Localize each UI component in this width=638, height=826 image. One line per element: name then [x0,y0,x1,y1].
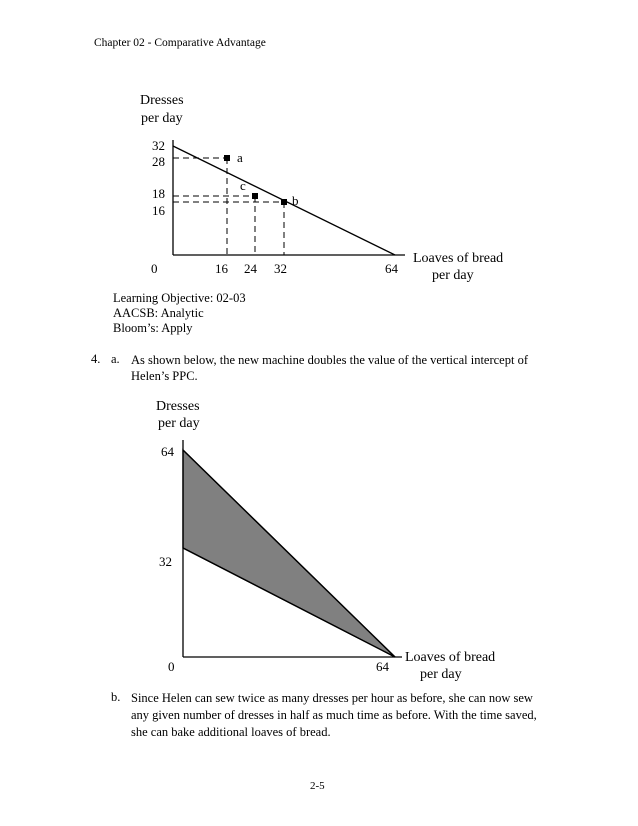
x-tick-24: 24 [244,261,257,276]
y-axis-label-line2: per day [141,111,183,126]
x-axis-label-line1-2: Loaves of bread [405,650,496,665]
question-number: 4. [91,352,101,366]
x-axis-label-line2-2: per day [420,667,462,682]
y-tick-18: 18 [152,186,165,201]
y-tick-64-2: 64 [161,444,174,459]
origin-label: 0 [151,261,158,276]
blooms-tag: Bloom’s: Apply [113,321,193,335]
y-tick-16: 16 [152,203,165,218]
point-b-label: b [292,193,299,208]
part-a-text: As shown below, the new machine doubles the value of the vertical intercept of Helen’s PPC. [131,353,528,383]
part-a-letter: a. [111,352,120,366]
x-tick-64: 64 [385,261,398,276]
x-tick-16: 16 [215,261,228,276]
y-axis-label-line1: Dresses [140,93,184,108]
x-axis-label-line1: Loaves of bread [413,251,504,266]
x-tick-32: 32 [274,261,287,276]
point-c-label: c [240,178,246,193]
aacsb-tag: AACSB: Analytic [113,306,204,320]
y-axis-label-line2-2: per day [158,416,200,431]
y-tick-28: 28 [152,154,165,169]
point-a-label: a [237,150,243,165]
y-axis-label-line1-2: Dresses [156,399,200,414]
part-b-text: Since Helen can sew twice as many dresses per hour as before, she can now sew any given number of dresses in half as much time as before. With the time saved, she can bake additional loaves of bread. [131,691,537,739]
learning-objective: Learning Objective: 02-03 [113,291,246,305]
y-tick-32-2: 32 [159,554,172,569]
page-number: 2-5 [310,780,325,792]
page-header: Chapter 02 - Comparative Advantage [94,37,266,49]
x-tick-64-2: 64 [376,659,389,674]
part-b-letter: b. [111,690,121,704]
x-axis-label-line2: per day [432,268,474,283]
origin-label-2: 0 [168,659,175,674]
y-tick-32: 32 [152,138,165,153]
